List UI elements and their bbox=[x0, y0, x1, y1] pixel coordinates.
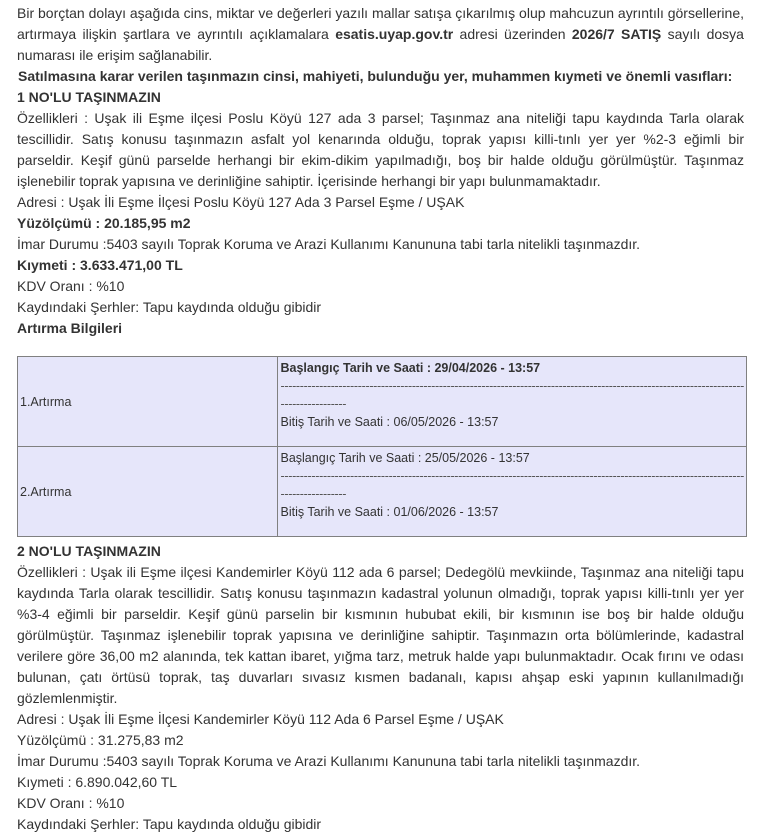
property-2-title: 2 NO'LU TAŞINMAZIN bbox=[17, 543, 161, 559]
auction-1-separator: ------------------------------------------------------------------------------------------------------------------------ bbox=[280, 379, 744, 393]
auction-row-1 bbox=[18, 357, 747, 447]
property-1-address: Adresi : Uşak İli Eşme İlçesi Poslu Köyü 127 Ada 3 Parsel Eşme / UŞAK bbox=[17, 194, 465, 210]
auction-2-separator-2: ----------------- bbox=[280, 487, 347, 501]
file-number: 2026/7 SATIŞ bbox=[571, 26, 662, 42]
section-heading: Satılmasına karar verilen taşınmazın cinsi, mahiyeti, bulunduğu yer, muhammen kıymeti ve önemli vasıfları: bbox=[18, 68, 733, 84]
intro-text-2: adresi üzerinden bbox=[453, 26, 572, 42]
intro-paragraph bbox=[17, 3, 744, 66]
auction-1-info bbox=[278, 357, 747, 447]
intro-text-3: sayılı dosya numarası ile erişim sağlanabilir. bbox=[17, 26, 744, 63]
property-2-zoning: İmar Durumu :5403 sayılı Toprak Koruma ve Arazi Kullanımı Kanununa tabi tarla nitelikli taşınmazdır. bbox=[17, 753, 641, 769]
auction-table bbox=[17, 356, 747, 537]
property-2-features: Özellikleri : Uşak ili Eşme ilçesi Kandemirler Köyü 112 ada 6 parsel; Dedegölü mevkiinde, Taşınmaz ana niteliği tapu kaydında Tarla olarak tescillidir. Satış konusu taşınmazın kadastral yolunun olmadığı, toprak yapısı killi-tınlı yer yer %3-4 eğimli bir parseldir. Keşif günü parselin bir kısmının hububat ekili, bir kısmının ise boş bir halde olduğu görülmüştür. Taşınmaz işlenebilir toprak yapısına ve derinliğine sahiptir. Taşınmazın orta bölümlerinde, kadastral verilere göre 36,00 m2 alanında, tek kattan ibaret, yığma tarz, metruk halde yapı bulunmaktadır. Ocak fırını ve odası bulunan, çatı örtüsü toprak, taş duvarları sıvasız kısmen badanalı, kapısı ahşap eski yapının kullanılmadığı gözlemlenmiştir. bbox=[17, 564, 744, 706]
property-1-zoning: İmar Durumu :5403 sayılı Toprak Koruma ve Arazi Kullanımı Kanununa tabi tarla nitelikli taşınmazdır. bbox=[17, 236, 641, 252]
property-2-area: Yüzölçümü : 31.275,83 m2 bbox=[17, 732, 184, 748]
auction-2-start: Başlangıç Tarih ve Saati : 25/05/2026 - 13:57 bbox=[280, 451, 530, 465]
property-2-address: Adresi : Uşak İli Eşme İlçesi Kandemirler Köyü 112 Ada 6 Parsel Eşme / UŞAK bbox=[17, 711, 504, 727]
esatis-site-link[interactable]: esatis.uyap.gov.tr bbox=[335, 26, 454, 42]
property-1-value: Kıymeti : 3.633.471,00 TL bbox=[17, 257, 183, 273]
auction-1-end: Bitiş Tarih ve Saati : 06/05/2026 - 13:57 bbox=[280, 415, 499, 429]
intro-text-1: Bir borçtan dolayı aşağıda cins, miktar ve değerleri yazılı mallar satışa çıkarılmış olup mahcuzun ayrıntılı görsellerine, artırmaya ilişkin şartlara ve ayrıntılı açıklamalara bbox=[17, 5, 744, 42]
auction-2-info bbox=[278, 447, 747, 537]
property-1-title: 1 NO'LU TAŞINMAZIN bbox=[17, 89, 161, 105]
property-1-area: Yüzölçümü : 20.185,95 m2 bbox=[17, 215, 191, 231]
auction-1-label: 1.Artırma bbox=[18, 357, 278, 447]
property-1-annotations: Kaydındaki Şerhler: Tapu kaydında olduğu gibidir bbox=[17, 299, 322, 315]
auction-2-label: 2.Artırma bbox=[18, 447, 278, 537]
property-1-vat: KDV Oranı : %10 bbox=[17, 278, 125, 294]
spacer bbox=[17, 339, 744, 356]
property-2-annotations: Kaydındaki Şerhler: Tapu kaydında olduğu gibidir bbox=[17, 816, 322, 832]
auction-info-heading: Artırma Bilgileri bbox=[17, 320, 123, 336]
property-1-features: Özellikleri : Uşak ili Eşme ilçesi Poslu Köyü 127 ada 3 parsel; Taşınmaz ana niteliği tapu kaydında Tarla olarak tescillidir. Satış konusu taşınmazın asfalt yol kenarında olduğu, toprak yapısı killi-tınlı yer yer %2-3 eğimli bir parseldir. Keşif günü parselde herhangi bir ekim-dikim yapılmadığı, boş bir halde olduğu görülmüştür. Taşınmaz işlenebilir toprak yapısına ve derinliğine sahiptir. İçerisinde herhangi bir yapı bulunmamaktadır. bbox=[17, 110, 744, 189]
auction-2-end: Bitiş Tarih ve Saati : 01/06/2026 - 13:57 bbox=[280, 505, 499, 519]
property-2-vat: KDV Oranı : %10 bbox=[17, 795, 125, 811]
sale-notice-document bbox=[0, 3, 760, 835]
auction-2-separator: ------------------------------------------------------------------------------------------------------------------------ bbox=[280, 469, 744, 483]
auction-1-separator-2: ----------------- bbox=[280, 397, 347, 411]
auction-1-start: Başlangıç Tarih ve Saati : 29/04/2026 - 13:57 bbox=[280, 361, 541, 375]
auction-row-2 bbox=[18, 447, 747, 537]
property-2-value: Kıymeti : 6.890.042,60 TL bbox=[17, 774, 178, 790]
